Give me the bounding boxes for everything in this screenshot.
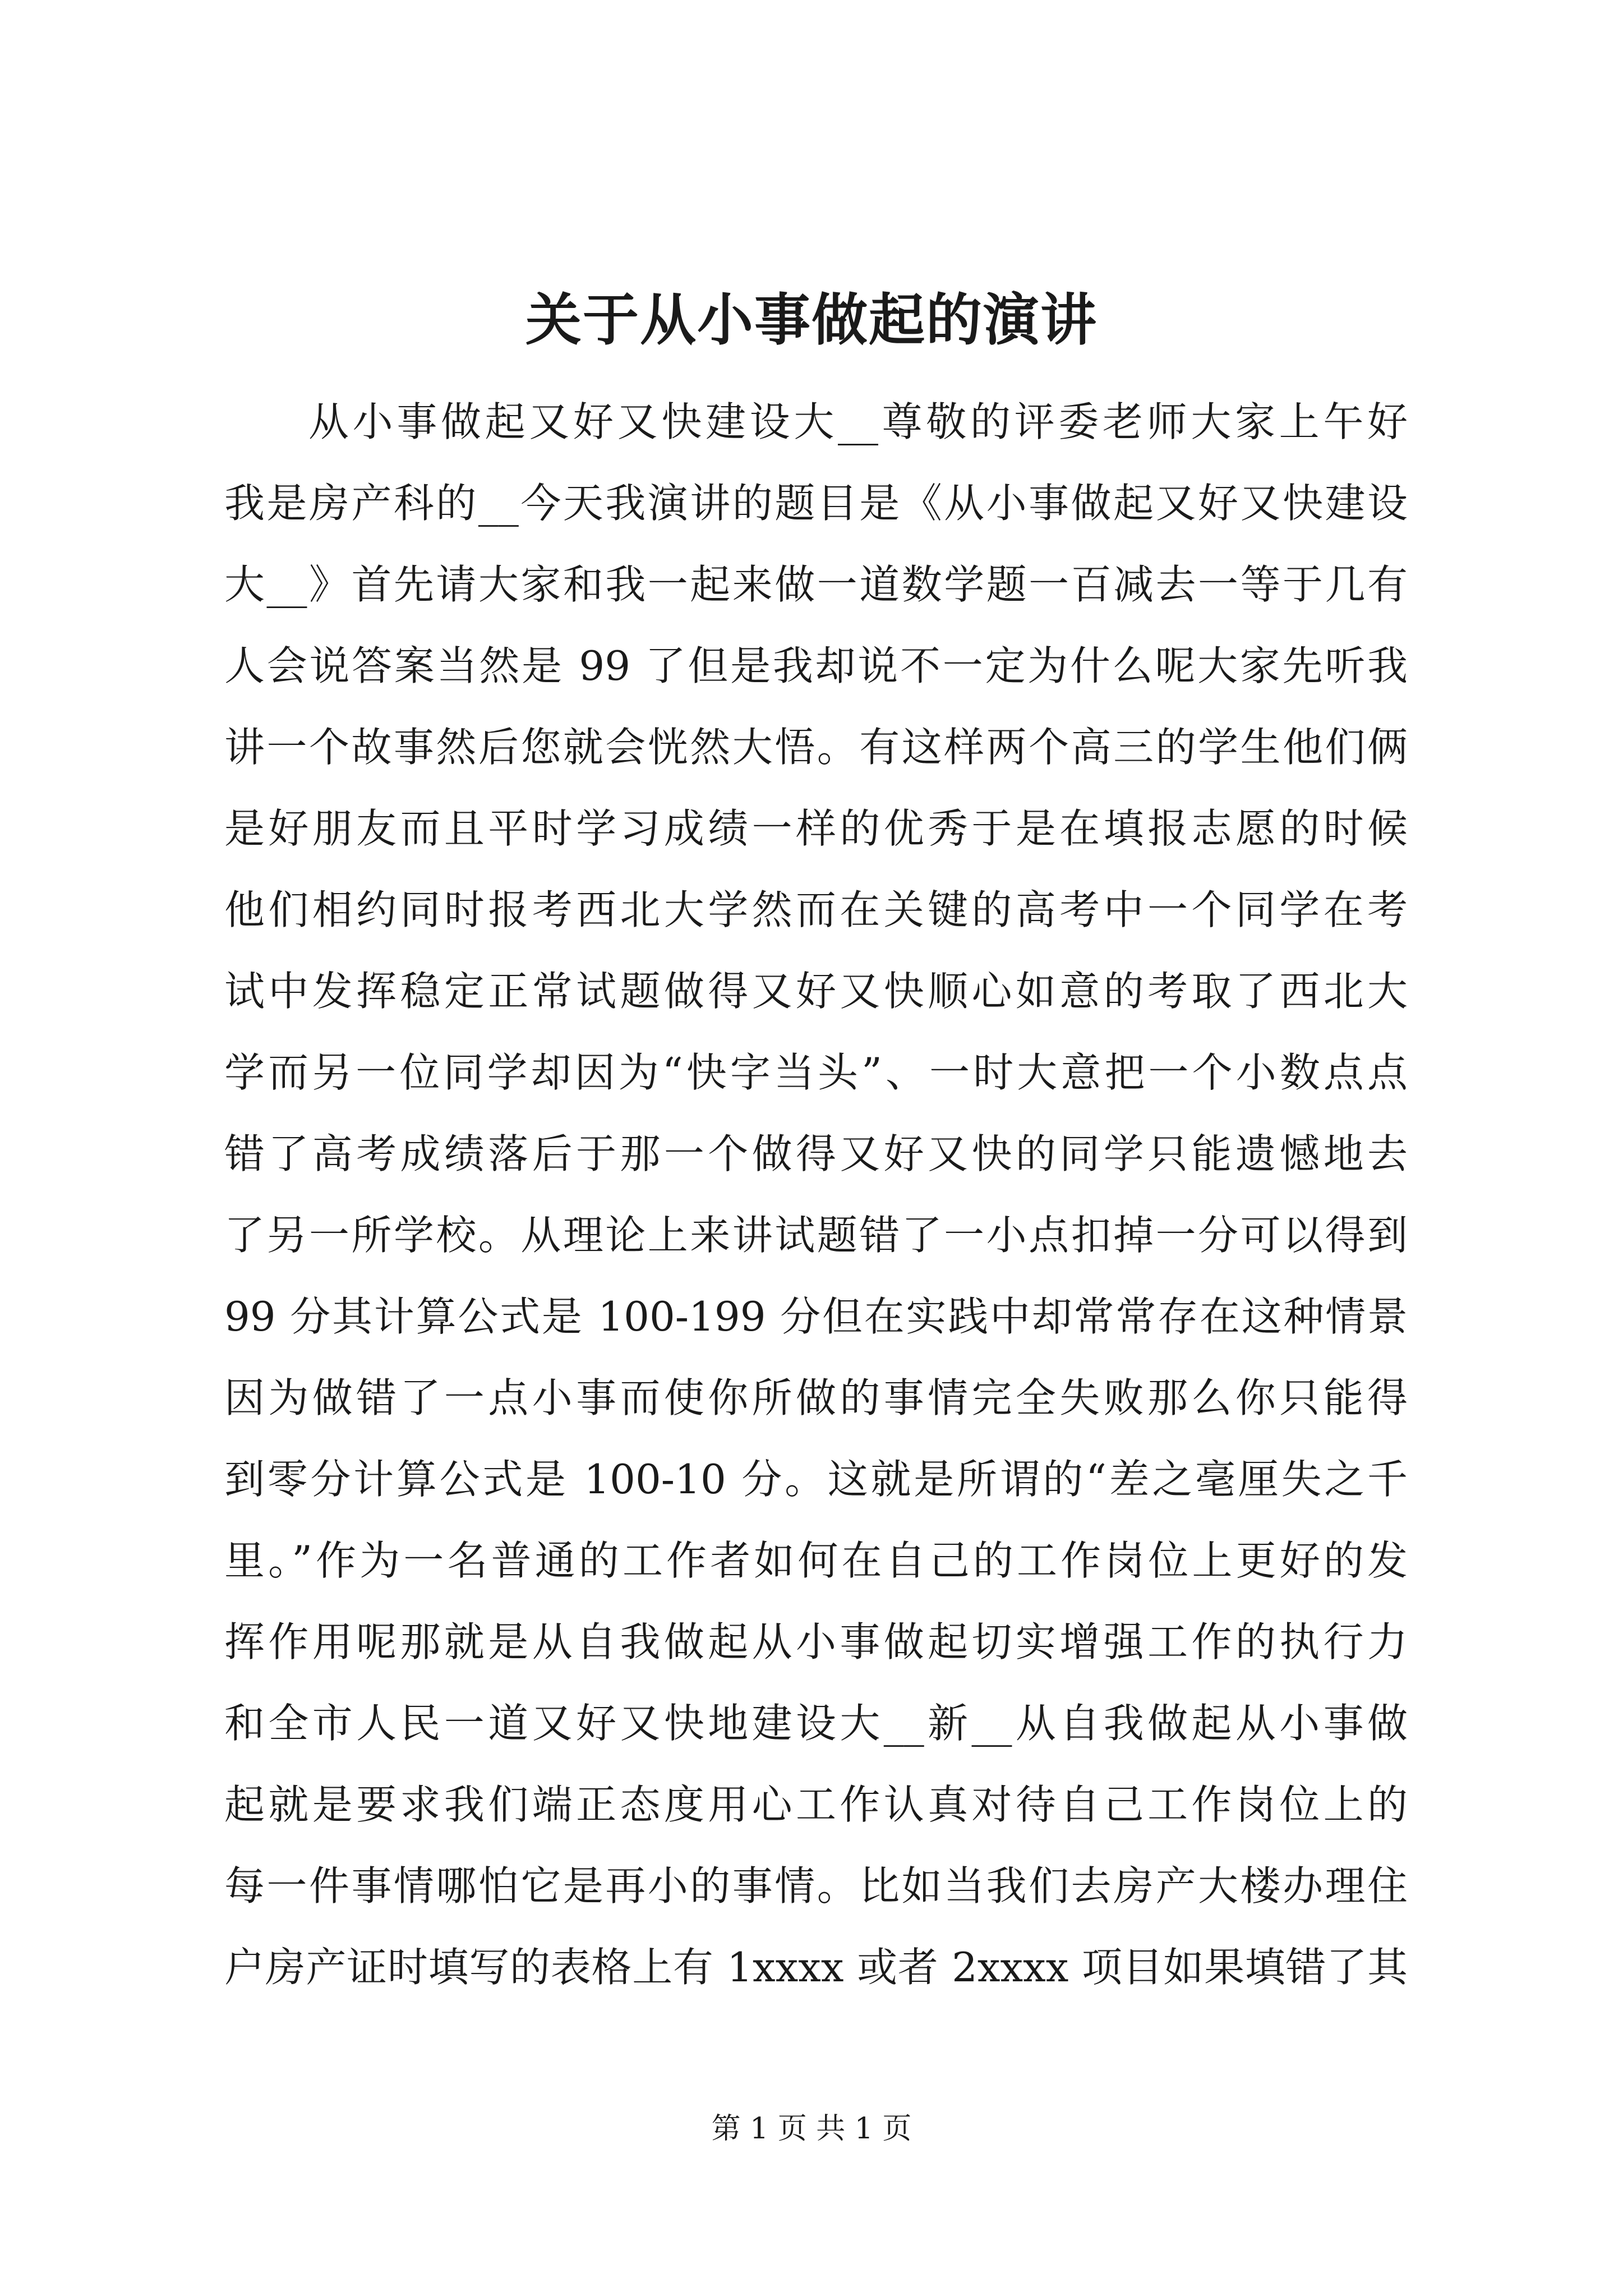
body-line: 试中发挥稳定正常试题做得又好又快顺心如意的考取了西北大 — [224, 968, 1408, 1015]
body-line: 学而另一位同学却因为“快字当头”、一时大意把一个小数点点 — [224, 1049, 1408, 1096]
body-line: 错了高考成绩落后于那一个做得又好又快的同学只能遗憾地去 — [224, 1130, 1408, 1177]
body-line: 挥作用呢那就是从自我做起从小事做起切实增强工作的执行力 — [224, 1618, 1408, 1665]
page-footer: 第 1 页 共 1 页 — [711, 2112, 912, 2146]
document-title: 关于从小事做起的演讲 — [525, 287, 1098, 353]
body-line: 他们相约同时报考西北大学然而在关键的高考中一个同学在考 — [224, 886, 1408, 933]
body-line: 是好朋友而且平时学习成绩一样的优秀于是在填报志愿的时候 — [224, 805, 1408, 852]
body-line: 每一件事情哪怕它是再小的事情。比如当我们去房产大楼办理住 — [224, 1862, 1408, 1910]
body-line: 里。”作为一名普通的工作者如何在自己的工作岗位上更好的发 — [224, 1537, 1408, 1584]
body-line: 和全市人民一道又好又快地建设大__新__从自我做起从小事做 — [224, 1700, 1408, 1747]
body-text — [224, 381, 1408, 2008]
body-line: 户房产证时填写的表格上有 1xxxx 或者 2xxxx 项目如果填错了其 — [224, 1944, 1408, 1991]
body-line: 了另一所学校。从理论上来讲试题错了一小点扣掉一分可以得到 — [224, 1212, 1408, 1259]
body-line: 到零分计算公式是 100-10 分。这就是所谓的“差之毫厘失之千 — [224, 1456, 1408, 1503]
body-line: 因为做错了一点小事而使你所做的事情完全失败那么你只能得 — [224, 1374, 1408, 1421]
body-line: 我是房产科的__今天我演讲的题目是《从小事做起又好又快建设 — [224, 480, 1408, 527]
body-line: 从小事做起又好又快建设大__尊敬的评委老师大家上午好 — [308, 398, 1408, 445]
body-line: 讲一个故事然后您就会恍然大悟。有这样两个高三的学生他们俩 — [224, 724, 1408, 771]
body-line: 大__》首先请大家和我一起来做一道数学题一百减去一等于几有 — [224, 561, 1408, 608]
body-line: 99 分其计算公式是 100-199 分但在实践中却常常存在这种情景 — [224, 1293, 1408, 1340]
body-line: 起就是要求我们端正态度用心工作认真对待自己工作岗位上的 — [224, 1781, 1408, 1828]
body-line: 人会说答案当然是 99 了但是我却说不一定为什么呢大家先听我 — [224, 642, 1408, 689]
